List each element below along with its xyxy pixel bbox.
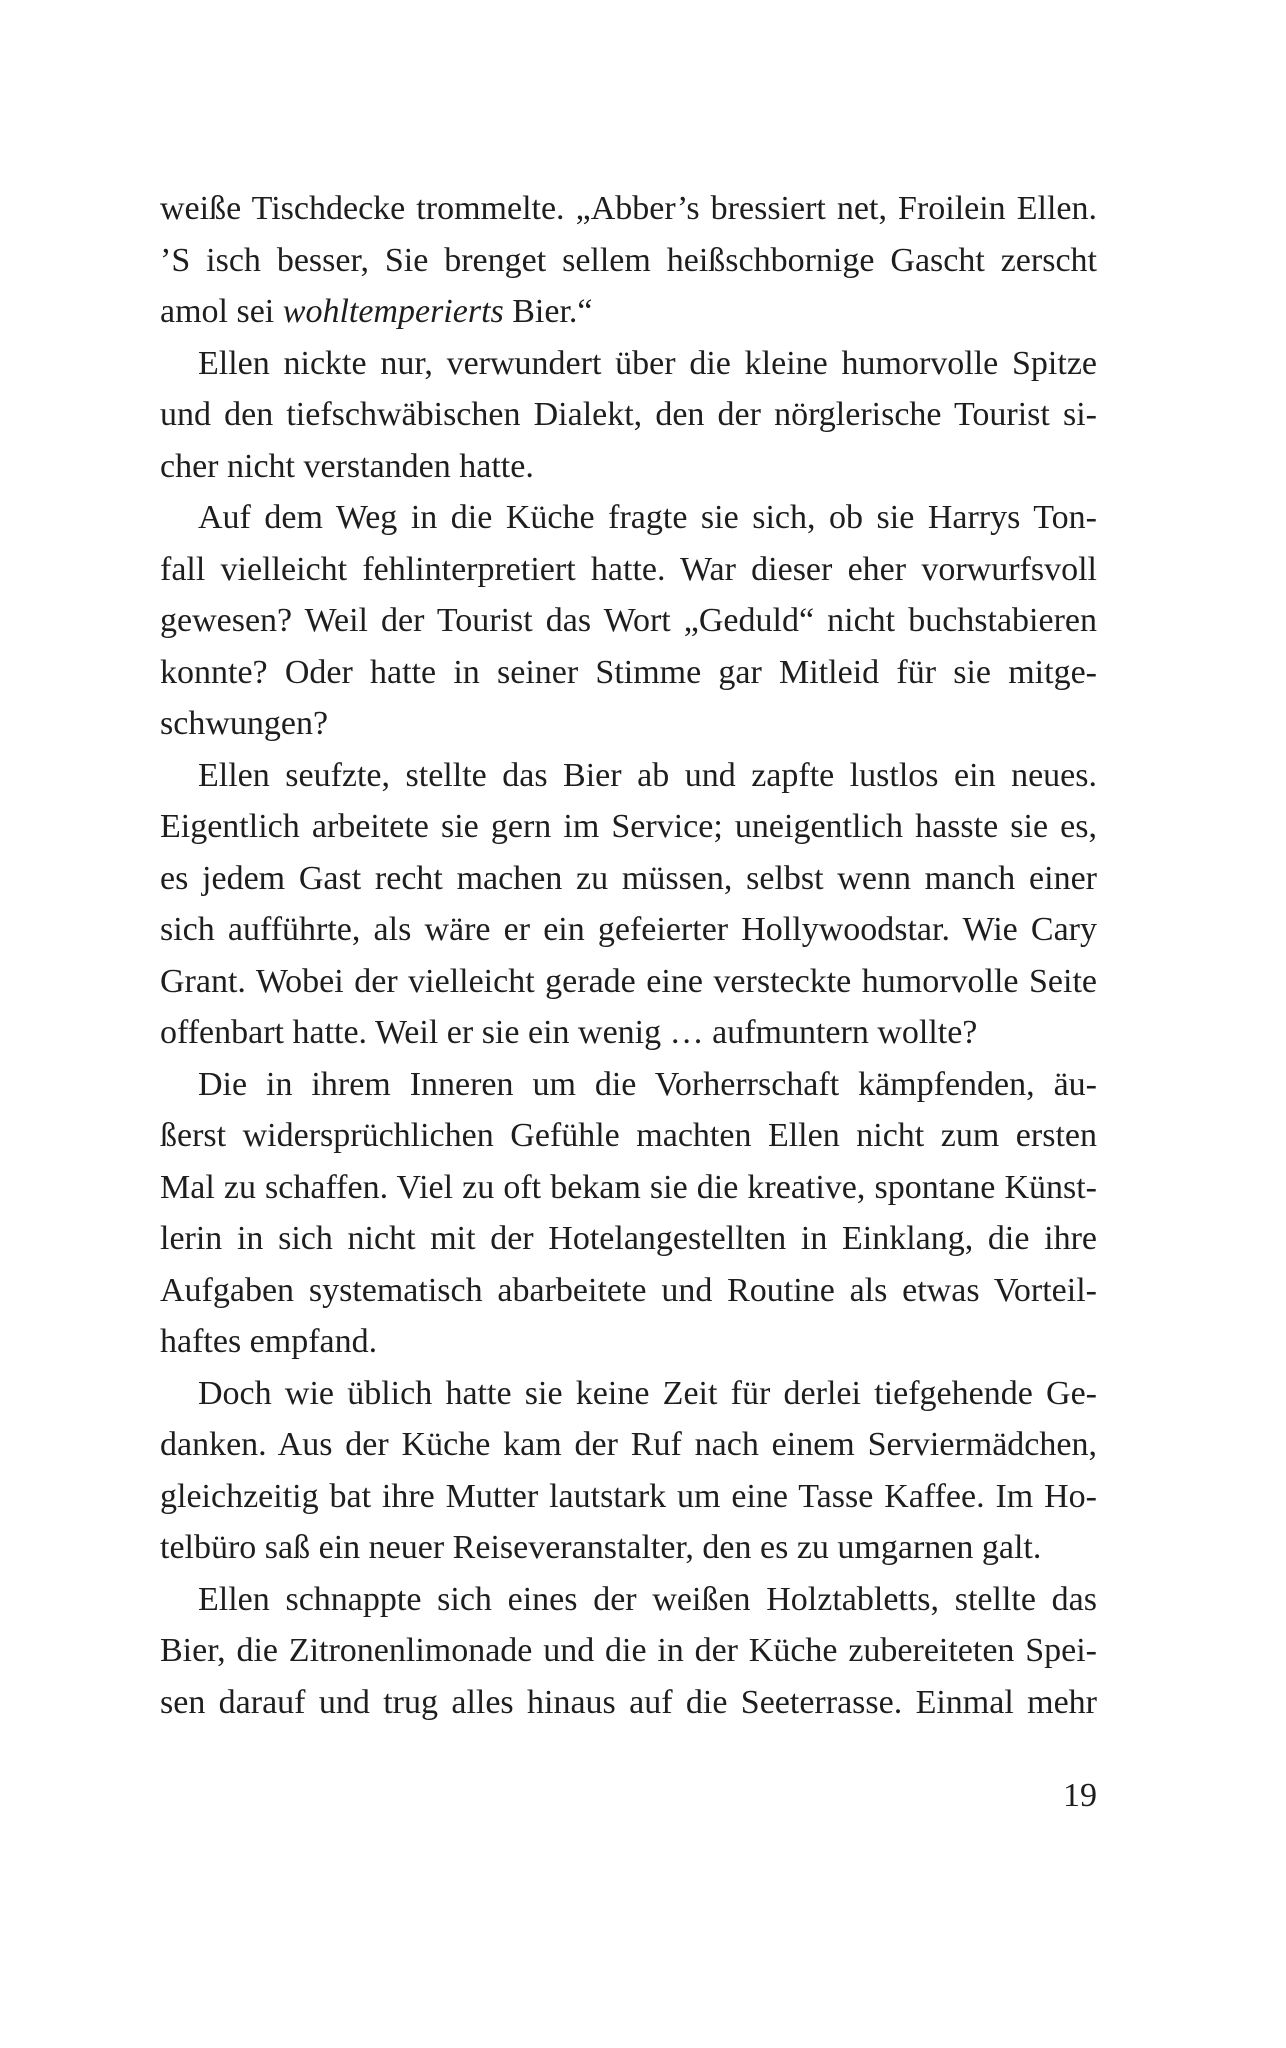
text-line — [160, 801, 1097, 853]
text-line — [160, 1162, 1097, 1214]
text-line — [160, 235, 1097, 287]
text-run: danken. Aus der Küche kam der Ruf nach einem Serviermädchen, — [160, 1426, 1097, 1463]
text-run: gleichzeitig bat ihre Mutter lautstark um eine Tasse Kaffee. Im Ho- — [160, 1477, 1097, 1515]
text-line — [160, 1677, 1097, 1729]
text-run: Die in ihrem Inneren um die Vorherrschaft kämpfenden, äu- — [198, 1065, 1097, 1103]
text-run: Grant. Wobei der vielleicht gerade eine versteckte humorvolle Seite — [160, 962, 1097, 1000]
text-line — [160, 183, 1097, 235]
text-run: Ellen nickte nur, verwundert über die kleine humorvolle Spitze — [198, 344, 1097, 382]
text-line — [160, 544, 1097, 596]
paragraph — [160, 1368, 1097, 1574]
page-number: 19 — [1063, 1777, 1097, 1814]
text-line — [160, 492, 1097, 544]
text-line — [160, 853, 1097, 905]
text-run: Ellen schnappte sich eines der weißen Holztabletts, stellte das — [198, 1580, 1097, 1618]
text-run: amol sei — [160, 293, 283, 330]
text-run: ßerst widersprüchlichen Gefühle machten Ellen nicht zum ersten — [160, 1117, 1097, 1154]
text-run: sen darauf und trug alles hinaus auf die Seeterrasse. Einmal mehr — [160, 1683, 1097, 1721]
text-line — [160, 389, 1097, 441]
text-run: weiße Tischdecke trommelte. „Abber’s bressiert net, Froilein Ellen. — [160, 190, 1097, 227]
text-run: Eigentlich arbeitete sie gern im Service; uneigentlich hasste sie es, — [160, 808, 1097, 845]
text-run: gewesen? Weil der Tourist das Wort „Geduld“ nicht buchstabieren — [160, 602, 1097, 639]
text-line — [160, 1110, 1097, 1162]
text-run: Bier, die Zitronenlimonade und die in der Küche zubereiteten Spei- — [160, 1632, 1097, 1669]
text-run: konnte? Oder hatte in seiner Stimme gar Mitleid für sie mitge- — [160, 653, 1097, 691]
paragraph — [160, 183, 1097, 338]
paragraph — [160, 492, 1097, 750]
text-run: Auf dem Weg in die Küche fragte sie sich, ob sie Harrys Ton- — [198, 499, 1097, 536]
text-line — [160, 338, 1097, 390]
text-line — [160, 1316, 1097, 1368]
text-line — [160, 441, 1097, 493]
text-run: Doch wie üblich hatte sie keine Zeit für derlei tiefgehende Ge- — [198, 1374, 1097, 1412]
text-run: Bier.“ — [503, 293, 593, 330]
text-run: es jedem Gast recht machen zu müssen, selbst wenn manch einer — [160, 859, 1097, 897]
text-line — [160, 1471, 1097, 1523]
text-run: offenbart hatte. Weil er sie ein wenig … aufmuntern wollte? — [160, 1014, 978, 1051]
text-line — [160, 698, 1097, 750]
text-line — [160, 647, 1097, 699]
text-line — [160, 956, 1097, 1008]
text-run: schwungen? — [160, 705, 329, 742]
text-line — [160, 1059, 1097, 1111]
paragraph — [160, 1059, 1097, 1368]
text-run: Aufgaben systematisch abarbeitete und Routine als etwas Vorteil- — [160, 1271, 1097, 1309]
text-run: haftes empfand. — [160, 1323, 378, 1360]
text-run: Ellen seufzte, stellte das Bier ab und zapfte lustlos ein neues. — [198, 756, 1097, 794]
text-line — [160, 904, 1097, 956]
text-run: und den tiefschwäbischen Dialekt, den der nörglerische Tourist si- — [160, 396, 1097, 433]
text-run: sich aufführte, als wäre er ein gefeierter Hollywoodstar. Wie Cary — [160, 911, 1097, 948]
text-line — [160, 1265, 1097, 1317]
text-line — [160, 750, 1097, 802]
text-line — [160, 286, 1097, 338]
text-line — [160, 1522, 1097, 1574]
text-line — [160, 1625, 1097, 1677]
text-run: Mal zu schaffen. Viel zu oft bekam sie die kreative, spontane Künst- — [160, 1168, 1097, 1206]
text-line — [160, 1007, 1097, 1059]
text-line — [160, 1574, 1097, 1626]
text-run: cher nicht verstanden hatte. — [160, 447, 534, 485]
paragraph — [160, 1574, 1097, 1729]
paragraph — [160, 338, 1097, 493]
paragraph — [160, 750, 1097, 1059]
text-line — [160, 1213, 1097, 1265]
italic-word: wohltemperierts — [282, 293, 504, 330]
text-line — [160, 1368, 1097, 1420]
text-run: ’S isch besser, Sie brenget sellem heißschbornige Gascht zerscht — [160, 241, 1097, 279]
text-run: telbüro saß ein neuer Reiseveranstalter, den es zu umgarnen galt. — [160, 1529, 1042, 1566]
text-run: fall vielleicht fehlinterpretiert hatte. War dieser eher vorwurfsvoll — [160, 550, 1097, 588]
text-run: lerin in sich nicht mit der Hotelangestellten in Einklang, die ihre — [160, 1220, 1097, 1257]
text-line — [160, 595, 1097, 647]
text-line — [160, 1419, 1097, 1471]
body-text — [160, 183, 1097, 1728]
